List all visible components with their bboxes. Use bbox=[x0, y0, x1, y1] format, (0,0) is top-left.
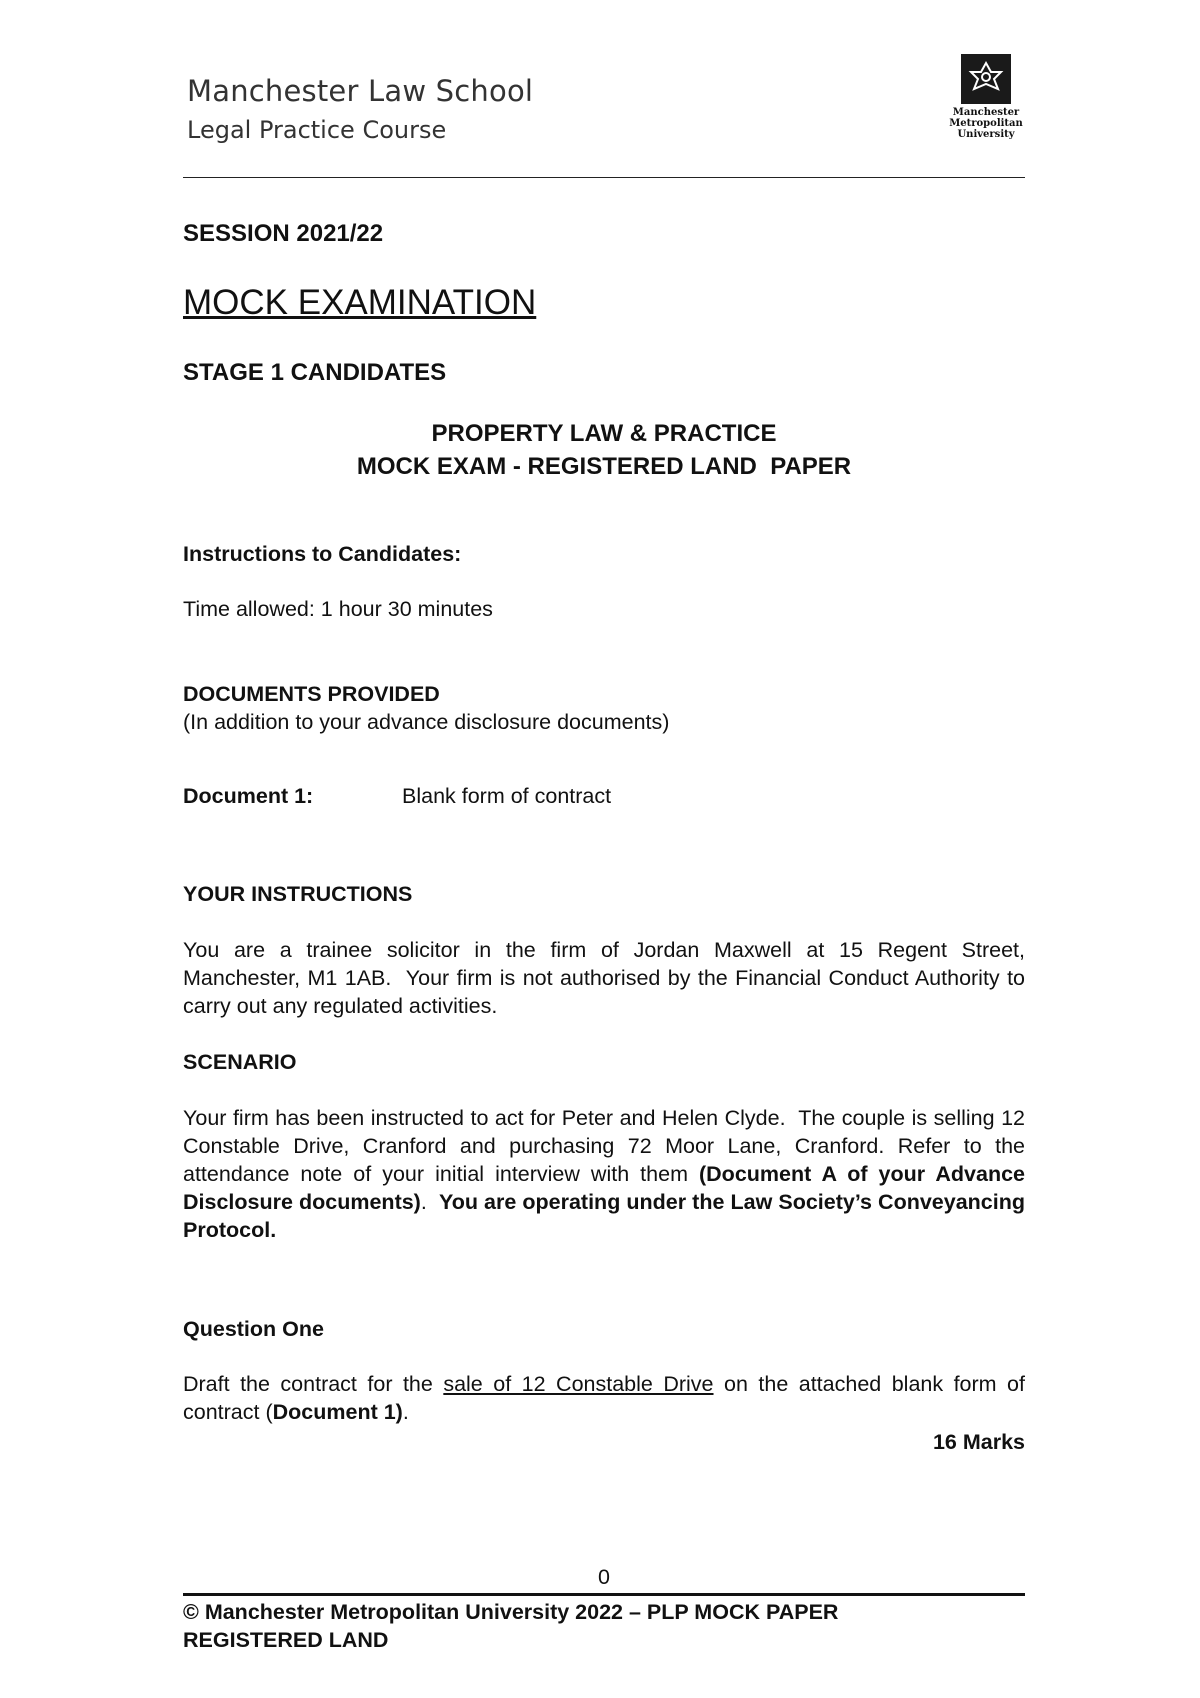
university-crest-icon bbox=[961, 54, 1011, 104]
question-document-ref: Document 1) bbox=[272, 1400, 403, 1424]
question-one-text bbox=[183, 1370, 1025, 1426]
instructions-heading: Instructions to Candidates: bbox=[183, 542, 462, 566]
footer-line-2: REGISTERED LAND bbox=[183, 1628, 389, 1652]
question-sale-underlined: sale of 12 Constable Drive bbox=[443, 1372, 714, 1396]
question-one-heading: Question One bbox=[183, 1317, 324, 1341]
footer-line-1: © Manchester Metropolitan University 2022 – PLP MOCK PAPER bbox=[183, 1600, 839, 1624]
scenario-protocol-note: You are operating under the Law Society’s Conveyancing Protocol. bbox=[183, 1190, 1031, 1242]
paper-title-line-1: PROPERTY LAW & PRACTICE bbox=[431, 420, 777, 447]
question-text-end: . bbox=[402, 1400, 409, 1424]
scenario-separator: . bbox=[420, 1190, 439, 1214]
logo-line-1: Manchester bbox=[952, 107, 1020, 118]
scenario-heading: SCENARIO bbox=[183, 1050, 297, 1074]
document-1-value: Blank form of contract bbox=[402, 784, 612, 808]
document-1-label: Document 1: bbox=[183, 784, 314, 808]
paper-title-line-2: MOCK EXAM - REGISTERED LAND PAPER bbox=[356, 453, 852, 480]
scenario-plain: Your firm has been instructed to act for Peter and Helen Clyde. The couple is selling 12 Constable Drive, Cranford and purchasing 72 Moor Lane, Cranford. Refer to the attendance note of your initial interview with them bbox=[183, 1106, 1031, 1186]
page-number: 0 bbox=[598, 1565, 610, 1589]
header-divider bbox=[183, 177, 1025, 178]
footer-divider bbox=[183, 1593, 1025, 1596]
marks-label: 16 Marks bbox=[932, 1430, 1025, 1454]
scenario-document-a-ref: (Document A of your Advance Disclosure documents) bbox=[183, 1162, 1031, 1214]
logo-line-2: Metropolitan bbox=[949, 118, 1023, 129]
your-instructions-text: You are a trainee solicitor in the firm of Jordan Maxwell at 15 Regent Street, Manchester, M1 1AB. Your firm is not authorised by the Financial Conduct Authority to carry out any regulated activities. bbox=[183, 938, 1031, 1018]
university-logo bbox=[946, 54, 1026, 140]
footer bbox=[183, 1598, 1025, 1654]
question-text-middle: on the attached blank form of contract ( bbox=[183, 1372, 1025, 1424]
mock-exam-title: MOCK EXAMINATION bbox=[183, 283, 537, 322]
documents-heading: DOCUMENTS PROVIDED bbox=[183, 682, 440, 706]
time-allowed: Time allowed: 1 hour 30 minutes bbox=[183, 597, 493, 621]
question-text-start: Draft the contract for the bbox=[183, 1372, 444, 1396]
your-instructions-heading: YOUR INSTRUCTIONS bbox=[183, 882, 413, 906]
logo-line-3: University bbox=[957, 129, 1015, 140]
stage-heading: STAGE 1 CANDIDATES bbox=[183, 359, 447, 386]
session-heading: SESSION 2021/22 bbox=[183, 220, 384, 247]
school-name: Manchester Law School bbox=[187, 74, 534, 108]
scenario-text bbox=[183, 1104, 1031, 1244]
documents-note: (In addition to your advance disclosure documents) bbox=[183, 710, 670, 734]
course-name: Legal Practice Course bbox=[187, 116, 447, 144]
